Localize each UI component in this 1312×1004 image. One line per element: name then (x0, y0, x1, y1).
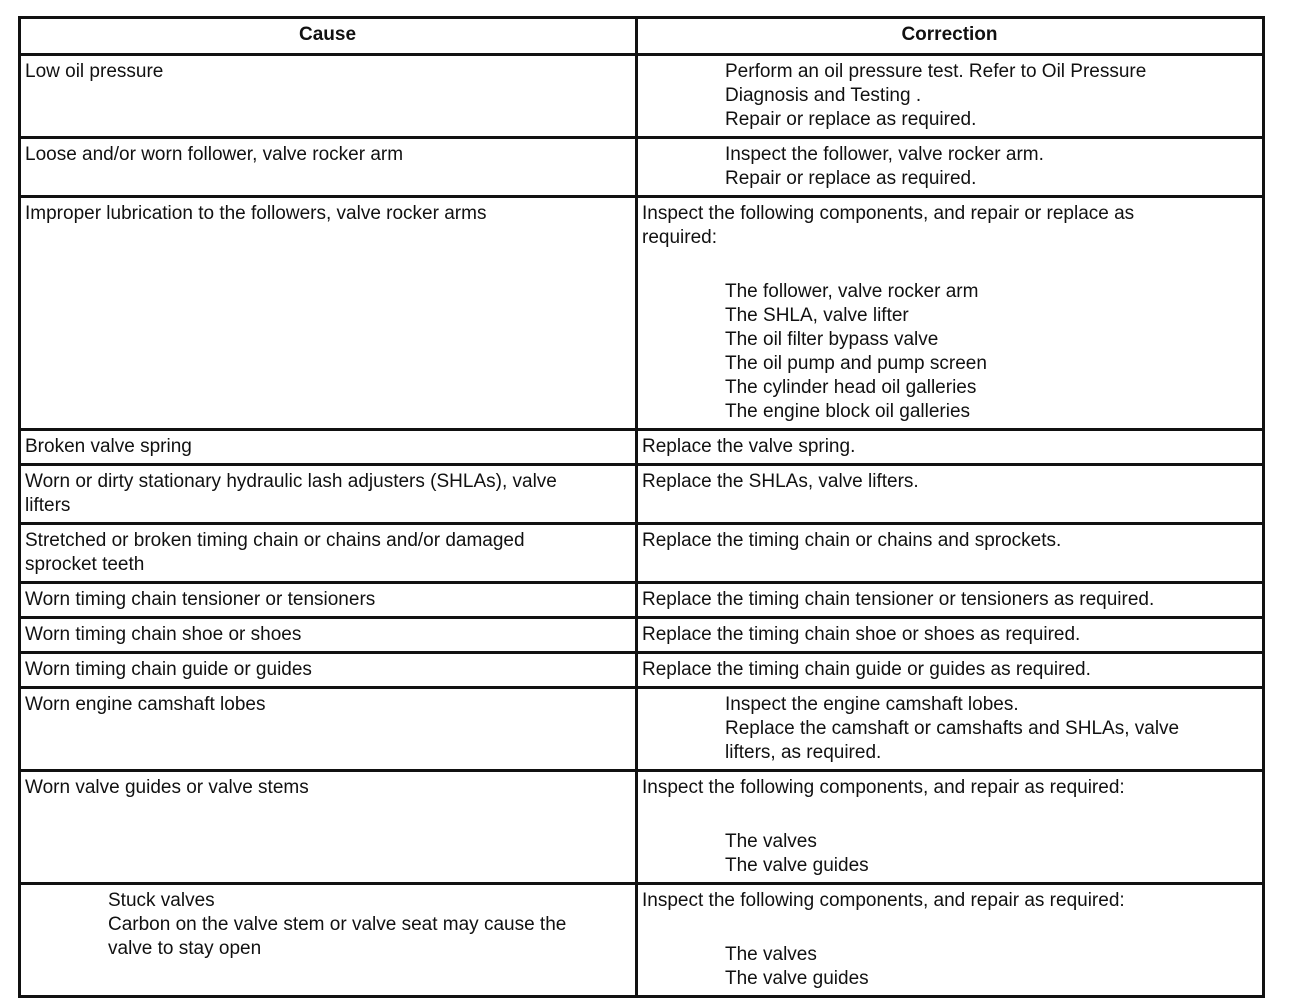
correction-intro: Replace the timing chain guide or guides as required. (642, 659, 1091, 680)
correction-cell (637, 465, 1264, 524)
correction-list (642, 693, 1257, 765)
correction-intro: Inspect the following components, and repair or replace as (642, 203, 1135, 224)
cause-item: Carbon on the valve stem or valve seat may cause the (108, 914, 567, 935)
correction-item: The valves (725, 831, 817, 852)
correction-item: Diagnosis and Testing . (725, 85, 922, 106)
cause-cell (20, 55, 637, 138)
correction-item: The follower, valve rocker arm (725, 281, 979, 302)
correction-intro: Inspect the following components, and repair as required: (642, 777, 1125, 798)
cause-item: Stuck valves (108, 890, 215, 911)
cause-list (25, 889, 630, 961)
table-row (20, 884, 1264, 997)
correction-cell (637, 653, 1264, 688)
header-correction: Correction (637, 18, 1264, 55)
correction-item: Repair or replace as required. (725, 109, 977, 130)
table-row (20, 524, 1264, 583)
cause-cell (20, 138, 637, 197)
table-row (20, 138, 1264, 197)
correction-intro: Inspect the following components, and repair as required: (642, 890, 1125, 911)
cause-cell (20, 653, 637, 688)
cause-cell (20, 524, 637, 583)
table-row (20, 688, 1264, 771)
cause-text: Stretched or broken timing chain or chains and/or damaged (25, 530, 525, 551)
correction-list (642, 143, 1257, 191)
correction-intro: Replace the timing chain tensioner or tensioners as required. (642, 589, 1155, 610)
cause-cell (20, 884, 637, 997)
header-cause: Cause (20, 18, 637, 55)
table-row (20, 618, 1264, 653)
correction-list (642, 943, 1257, 991)
correction-intro: Replace the SHLAs, valve lifters. (642, 471, 919, 492)
cause-text: Broken valve spring (25, 436, 192, 457)
table-row (20, 55, 1264, 138)
correction-item: Perform an oil pressure test. Refer to Oil Pressure (725, 61, 1147, 82)
correction-cell (637, 583, 1264, 618)
correction-cell (637, 55, 1264, 138)
correction-item: Repair or replace as required. (725, 168, 977, 189)
correction-intro: Replace the timing chain shoe or shoes as required. (642, 624, 1081, 645)
correction-intro: Replace the timing chain or chains and sprockets. (642, 530, 1062, 551)
correction-cell (637, 138, 1264, 197)
correction-list (642, 280, 1257, 424)
correction-item: The valves (725, 944, 817, 965)
correction-item: Inspect the engine camshaft lobes. (725, 694, 1019, 715)
cause-text: sprocket teeth (25, 554, 145, 575)
correction-item: The oil pump and pump screen (725, 353, 987, 374)
correction-item: Inspect the follower, valve rocker arm. (725, 144, 1044, 165)
correction-cell (637, 197, 1264, 430)
cause-cell (20, 583, 637, 618)
correction-intro: required: (642, 227, 717, 248)
correction-item: lifters, as required. (725, 742, 882, 763)
cause-text: Worn timing chain tensioner or tensioners (25, 589, 376, 610)
correction-intro: Replace the valve spring. (642, 436, 856, 457)
cause-cell (20, 465, 637, 524)
cause-text: Loose and/or worn follower, valve rocker arm (25, 144, 404, 165)
correction-cell (637, 430, 1264, 465)
cause-text: Low oil pressure (25, 61, 164, 82)
cause-cell (20, 771, 637, 884)
cause-text: Worn or dirty stationary hydraulic lash adjusters (SHLAs), valve (25, 471, 557, 492)
correction-item: The SHLA, valve lifter (725, 305, 909, 326)
cause-cell (20, 197, 637, 430)
cause-text: Improper lubrication to the followers, valve rocker arms (25, 203, 487, 224)
table-row (20, 197, 1264, 430)
correction-list (642, 830, 1257, 878)
table-row (20, 430, 1264, 465)
cause-cell (20, 618, 637, 653)
header-row (20, 18, 1264, 55)
cause-text: Worn timing chain guide or guides (25, 659, 312, 680)
correction-item: Replace the camshaft or camshafts and SHLAs, valve (725, 718, 1180, 739)
correction-cell (637, 688, 1264, 771)
table-row (20, 771, 1264, 884)
correction-list (642, 60, 1257, 132)
correction-item: The engine block oil galleries (725, 401, 971, 422)
diagnosis-table (18, 16, 1265, 998)
correction-cell (637, 524, 1264, 583)
cause-text: Worn timing chain shoe or shoes (25, 624, 302, 645)
cause-text: Worn valve guides or valve stems (25, 777, 309, 798)
cause-item: valve to stay open (108, 938, 262, 959)
correction-item: The oil filter bypass valve (725, 329, 939, 350)
correction-item: The cylinder head oil galleries (725, 377, 977, 398)
correction-cell (637, 771, 1264, 884)
table-row (20, 465, 1264, 524)
cause-text: Worn engine camshaft lobes (25, 694, 266, 715)
correction-cell (637, 884, 1264, 997)
cause-cell (20, 430, 637, 465)
table-row (20, 583, 1264, 618)
correction-cell (637, 618, 1264, 653)
correction-item: The valve guides (725, 855, 869, 876)
correction-item: The valve guides (725, 968, 869, 989)
cause-text: lifters (25, 495, 71, 516)
table-row (20, 653, 1264, 688)
cause-cell (20, 688, 637, 771)
